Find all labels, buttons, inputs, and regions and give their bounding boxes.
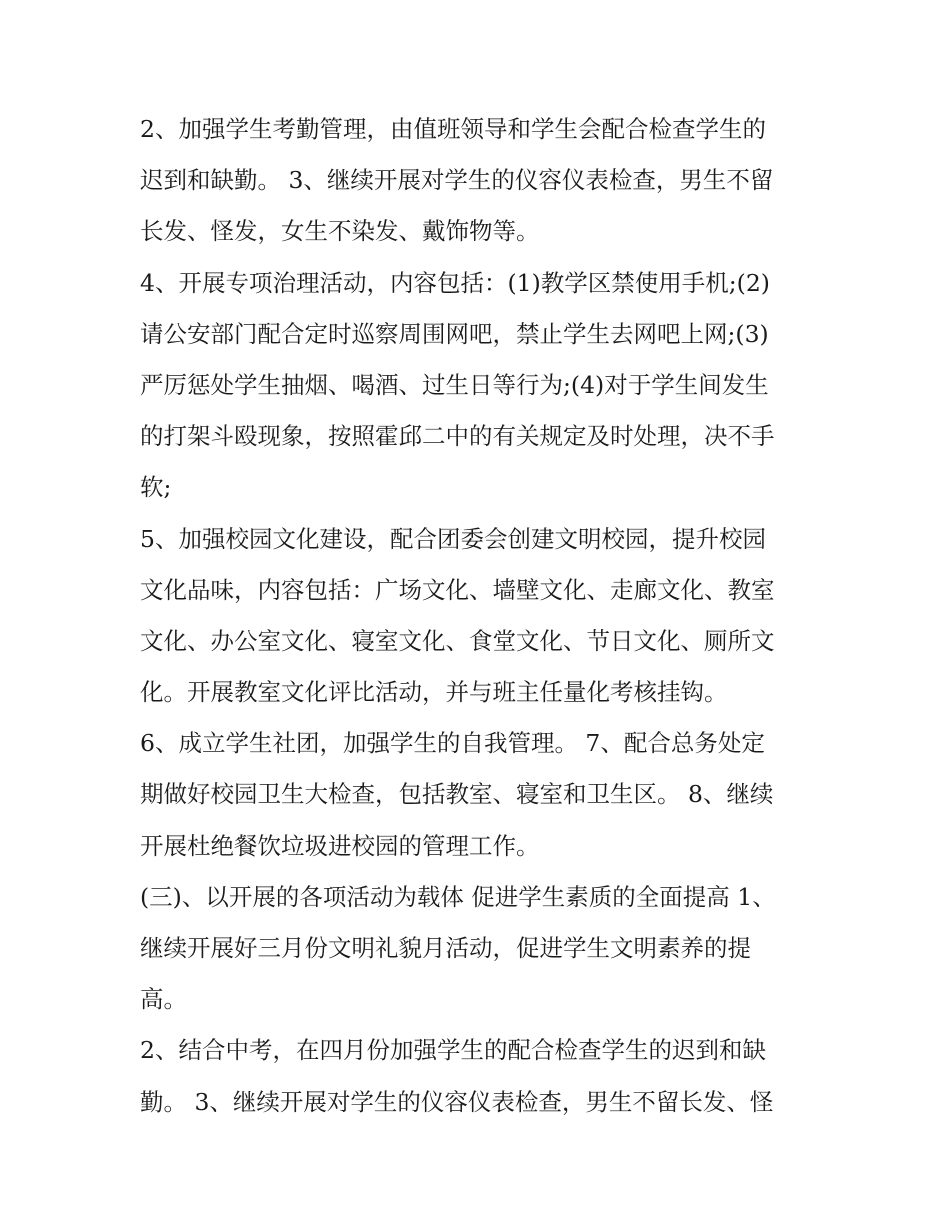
text-line: 文化、办公室文化、寝室文化、食堂文化、节日文化、厕所文	[140, 626, 775, 655]
text-line: 6、成立学生社团，加强学生的自我管理。 7、配合总务处定	[140, 729, 765, 758]
text-line: 2、加强学生考勤管理，由值班领导和学生会配合检查学生的	[140, 115, 766, 143]
text-line: 2、结合中考，在四月份加强学生的配合检查学生的迟到和缺	[140, 1036, 766, 1065]
text-line: 软;	[140, 473, 172, 502]
paragraph-exam-attendance	[140, 1025, 820, 1127]
text-line: 迟到和缺勤。 3、继续开展对学生的仪容仪表检查，男生不留	[140, 166, 774, 195]
paragraph-special-governance	[140, 258, 820, 514]
paragraph-campus-culture	[140, 514, 820, 719]
text-line: 开展杜绝餐饮垃圾进校园的管理工作。	[140, 831, 540, 860]
paragraph-student-clubs	[140, 718, 820, 872]
paragraph-attendance	[140, 104, 820, 258]
document-body	[140, 104, 820, 1128]
text-line: 5、加强校园文化建设，配合团委会创建文明校园，提升校园	[140, 524, 766, 553]
text-line: 严厉惩处学生抽烟、喝酒、过生日等行为;(4)对于学生间发生	[140, 370, 769, 399]
text-line: (三)、以开展的各项活动为载体 促进学生素质的全面提高 1、	[140, 882, 776, 911]
text-line: 期做好校园卫生大检查，包括教室、寝室和卫生区。 8、继续	[140, 780, 774, 809]
text-line: 4、开展专项治理活动，内容包括：(1)教学区禁使用手机;(2)	[140, 268, 770, 297]
text-line: 文化品味，内容包括：广场文化、墙壁文化、走廊文化、教室	[140, 575, 775, 604]
text-line: 高。	[140, 985, 187, 1014]
text-line: 继续开展好三月份文明礼貌月活动，促进学生文明素养的提	[140, 934, 751, 962]
text-line: 勤。 3、继续开展对学生的仪容仪表检查，男生不留长发、怪	[140, 1087, 774, 1116]
paragraph-section-three	[140, 872, 820, 1026]
text-line: 化。开展教室文化评比活动，并与班主任量化考核挂钩。	[140, 678, 728, 707]
text-line: 长发、怪发，女生不染发、戴饰物等。	[140, 217, 540, 246]
text-line: 的打架斗殴现象，按照霍邱二中的有关规定及时处理，决不手	[140, 422, 775, 451]
text-line: 请公安部门配合定时巡察周围网吧，禁止学生去网吧上网;(3)	[140, 319, 769, 348]
